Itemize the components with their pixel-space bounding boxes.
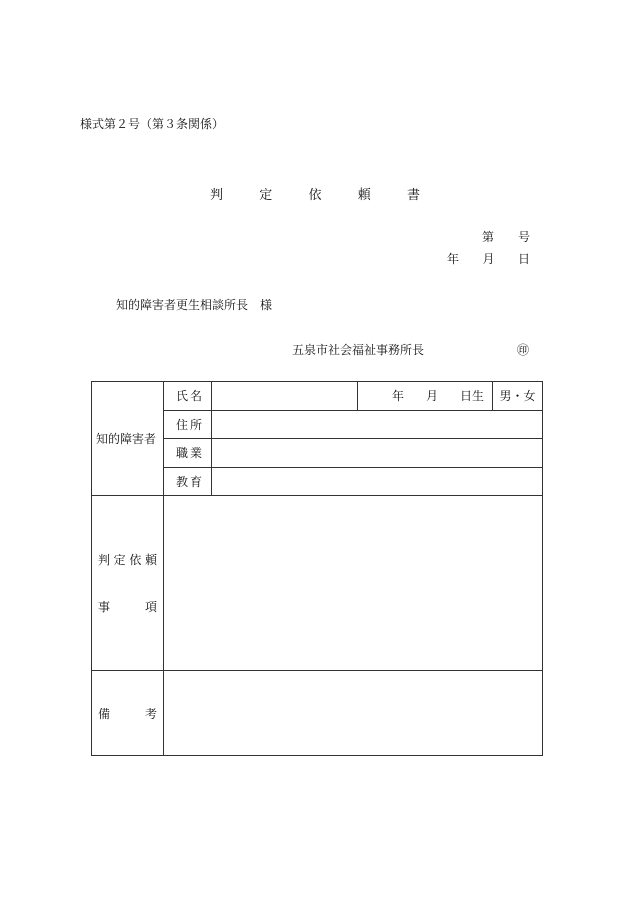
education-field[interactable] [212,467,543,496]
title-char: 頼 [357,188,371,203]
name-row [92,382,543,411]
birth-month: 月 [425,389,438,404]
remarks-row [92,671,543,756]
reference-number-line [482,228,530,245]
document-title [210,184,420,203]
remarks-field[interactable] [164,671,543,756]
date-month: 月 [482,252,495,266]
person-label: 知的障害者 [92,382,164,496]
remarks-label: 備 考 [92,671,164,756]
occupation-field[interactable] [212,439,543,468]
title-char: 定 [259,188,273,203]
gender-field[interactable]: 男・女 [493,382,543,411]
addressee: 知的障害者更生相談所長 様 [116,298,273,312]
seal-mark: ㊞ [517,343,530,357]
birth-day: 日生 [459,389,484,404]
title-char: 書 [406,188,420,203]
date-day: 日 [517,252,530,266]
ref-dai: 第 [482,230,495,244]
title-char: 依 [308,188,322,203]
sender: 五泉市社会福祉事務所長 [292,343,425,357]
title-char: 判 [210,188,224,203]
occupation-label: 職 業 [164,439,212,468]
date-line [447,250,530,267]
name-field[interactable] [212,382,358,411]
address-label: 住 所 [164,410,212,439]
form-number: 様式第２号（第３条関係） [80,117,225,131]
birth-year: 年 [392,389,405,404]
birthdate-field[interactable] [358,382,493,411]
name-label: 氏 名 [164,382,212,411]
date-year: 年 [447,252,460,266]
request-form-table [91,381,543,756]
request-row [92,496,543,671]
address-field[interactable] [212,410,543,439]
request-field[interactable] [164,496,543,671]
request-label: 判 定 依 頼 事 項 [92,496,164,671]
education-label: 教 育 [164,467,212,496]
ref-go: 号 [517,230,530,244]
